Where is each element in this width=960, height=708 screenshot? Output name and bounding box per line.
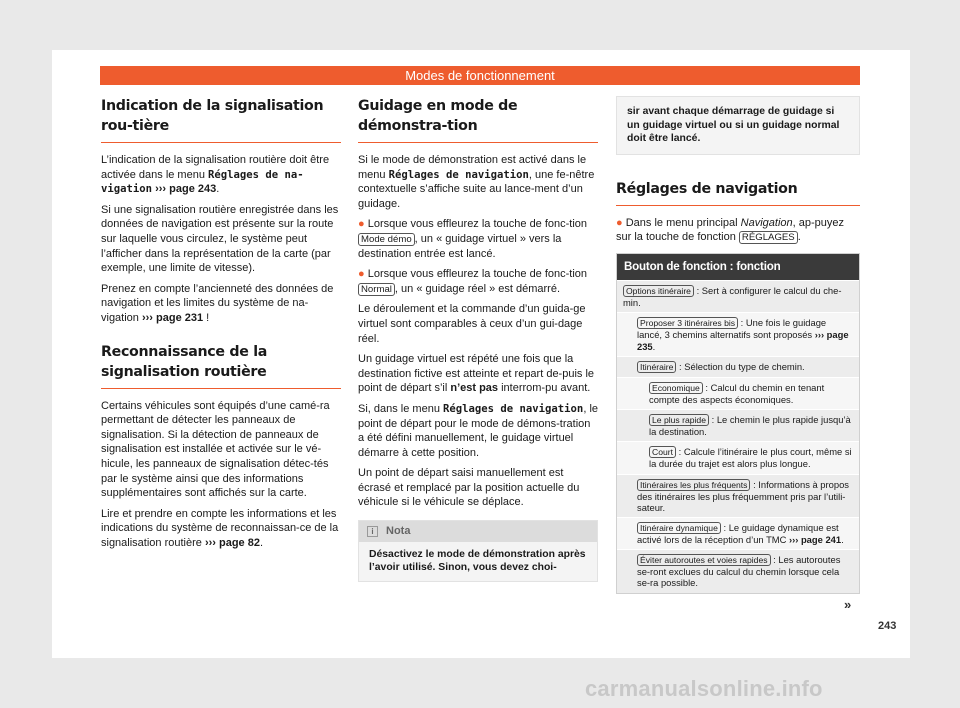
table-row bbox=[617, 377, 859, 409]
row-text: : Calcule l’itinéraire le plus court, même si la durée du trajet est alors plus longue. bbox=[649, 446, 852, 470]
paragraph bbox=[358, 153, 598, 211]
text: , ap-puyez sur la touche de fonction bbox=[616, 216, 845, 244]
table-row bbox=[617, 517, 859, 549]
info-icon: i bbox=[367, 526, 378, 537]
paragraph: Certains véhicules sont équipés d’une camé-ra permettant de détecter les panneaux de signalisation. Si la détection de panneaux de signalisation est installée et activée sur le vé-hicule, les panneaux de signalisation détec-tés par le système ainsi que des informations supplémentaires sont affichés sur la carte. bbox=[101, 399, 330, 500]
row-text: : Les autoroutes se-ront exclues du calcul du chemin lorsque cela se-ra possible. bbox=[637, 554, 841, 589]
bullet-item bbox=[358, 267, 598, 296]
text: ! bbox=[203, 311, 210, 324]
text: Si le mode de démonstration est activé dans le menu bbox=[358, 154, 587, 181]
bullet-icon: ● bbox=[616, 216, 623, 229]
paragraph: Le déroulement et la commande d’un guida-ge virtuel sont comparables à ceux d’un gui-dage réel. bbox=[358, 303, 586, 345]
table-row bbox=[617, 474, 859, 517]
text: L’indication de la signalisation routière doit être activée dans le menu bbox=[101, 154, 330, 181]
page-link[interactable]: ››› page 243 bbox=[152, 183, 217, 196]
row-text: : Sert à configurer le calcul du che-min. bbox=[623, 285, 842, 309]
row-text-end: . bbox=[841, 533, 844, 545]
page-number: 243 bbox=[878, 620, 897, 632]
table-row bbox=[617, 312, 859, 355]
note-box bbox=[358, 520, 598, 582]
table-row bbox=[617, 549, 859, 592]
paragraph bbox=[101, 153, 341, 197]
function-key[interactable]: Court bbox=[649, 446, 676, 458]
normal-key[interactable]: Normal bbox=[358, 283, 395, 296]
function-key[interactable]: Economique bbox=[649, 382, 703, 394]
function-key[interactable]: Itinéraire bbox=[637, 361, 676, 373]
column-3 bbox=[616, 96, 860, 594]
menu-name: Réglages de navigation bbox=[443, 402, 584, 415]
row-text: : Informations à propos des itinéraires les plus fréquemment pris par l’utili-sateur. bbox=[637, 478, 849, 513]
row-text: : Le guidage dynamique est activé lors de la réception d’un TMC bbox=[637, 521, 839, 545]
row-text: : Sélection du type de chemin. bbox=[676, 360, 805, 372]
heading-reglages: Réglages de navigation bbox=[616, 179, 860, 206]
table-row bbox=[617, 356, 859, 377]
emphasis: n’est pas bbox=[450, 382, 499, 395]
heading-reconnaissance: Reconnaissance de la signalisation routière bbox=[101, 342, 341, 389]
section-header: Modes de fonctionnement bbox=[100, 66, 860, 85]
bullet-item bbox=[358, 217, 598, 261]
paragraph: Si une signalisation routière enregistrée dans les données de navigation est présente sur la route sur laquelle vous circulez, le système peut l’afficher dans la représentation de la carte (par exemple, une limite de vitesse). bbox=[101, 203, 339, 275]
row-text: : Le chemin le plus rapide jusqu’à la destination. bbox=[649, 414, 851, 438]
function-key[interactable]: Éviter autoroutes et voies rapides bbox=[637, 554, 771, 566]
text: Lorsque vous effleurez la touche de fonc-tion bbox=[367, 218, 588, 231]
text: Lire et prendre en compte les informations et les indications du système de reconnaissan-ce de la signalisation routière bbox=[101, 507, 339, 549]
text: , un « guidage virtuel » vers la destination entrée est lancé. bbox=[358, 232, 562, 260]
text: Un guidage virtuel est répété une fois que la destination fictive est atteinte et repart de-puis le point de départ s’il bbox=[358, 353, 595, 395]
function-key[interactable]: Proposer 3 itinéraires bis bbox=[637, 317, 738, 329]
column-1 bbox=[101, 96, 341, 556]
paragraph bbox=[358, 352, 598, 396]
text: . bbox=[216, 183, 220, 196]
page-link[interactable]: ››› page 231 bbox=[138, 311, 204, 324]
text: Si, dans le menu bbox=[358, 402, 443, 415]
continue-mark: » bbox=[844, 597, 852, 612]
table-header: Bouton de fonction : fonction bbox=[617, 254, 859, 281]
text: interrom-pu avant. bbox=[498, 382, 591, 395]
text: , le point de départ pour le mode de démons-tration a été défini manuellement, le guidage virtuel démarre à cette position. bbox=[358, 402, 599, 459]
heading-signalisation: Indication de la signalisation rou-tière bbox=[101, 96, 341, 143]
text: . bbox=[259, 536, 264, 549]
menu-italic: Navigation bbox=[740, 216, 793, 229]
function-key[interactable]: Itinéraire dynamique bbox=[637, 522, 721, 534]
row-text-end: . bbox=[652, 340, 656, 352]
note-text: Désactivez le mode de démonstration après l’avoir utilisé. Sinon, vous devez choi- bbox=[369, 548, 586, 574]
page-link[interactable]: ››› page 241 bbox=[788, 533, 842, 545]
bullet-item bbox=[616, 216, 860, 245]
heading-demo: Guidage en mode de démonstra-tion bbox=[358, 96, 598, 143]
reglages-key[interactable]: RÉGLAGES bbox=[739, 231, 798, 244]
text: . bbox=[797, 231, 801, 244]
mode-demo-key[interactable]: Mode démo bbox=[358, 233, 415, 246]
paragraph bbox=[101, 507, 341, 551]
text: Prenez en compte l’ancienneté des données de navigation et les limites du système de na-vigation bbox=[101, 282, 334, 324]
row-text: : Une fois le guidage lancé, 3 chemins alternatifs sont proposés bbox=[637, 317, 827, 341]
note-header bbox=[359, 521, 597, 542]
paragraph: Un point de départ saisi manuellement est écrasé et remplacé par la position actuelle du véhicule si le véhicule se déplace. bbox=[358, 467, 580, 509]
text: Lorsque vous effleurez la touche de fonc-tion bbox=[367, 268, 588, 281]
bullet-icon: ● bbox=[358, 218, 365, 231]
table-row bbox=[617, 441, 859, 473]
paragraph bbox=[101, 282, 341, 326]
text: , un « guidage réel » est démarré. bbox=[394, 282, 561, 295]
menu-name: Réglages de navigation bbox=[388, 168, 529, 181]
note-continuation: sir avant chaque démarrage de guidage si un guidage virtuel ou si un guidage normal doit être lancé. bbox=[616, 96, 860, 155]
function-table bbox=[616, 253, 860, 594]
watermark: carmanualsonline.info bbox=[585, 676, 823, 701]
bullet-icon: ● bbox=[358, 268, 365, 281]
row-text: : Calcul du chemin en tenant compte des aspects économiques. bbox=[649, 381, 825, 405]
table-row bbox=[617, 409, 859, 441]
paragraph bbox=[358, 402, 598, 460]
note-title: Nota bbox=[386, 525, 411, 538]
function-key[interactable]: Options itinéraire bbox=[623, 285, 694, 297]
column-2 bbox=[358, 96, 598, 582]
menu-name: Réglages de na-vigation bbox=[101, 168, 304, 196]
table-row bbox=[617, 280, 859, 312]
page-link[interactable]: ››› page 82 bbox=[201, 536, 260, 549]
page-link[interactable]: ››› page 235 bbox=[637, 329, 849, 352]
function-key[interactable]: Le plus rapide bbox=[649, 414, 709, 426]
function-key[interactable]: Itinéraires les plus fréquents bbox=[637, 479, 750, 491]
text: Dans le menu principal bbox=[625, 216, 741, 229]
table-body bbox=[617, 280, 859, 592]
text: , une fe-nêtre contextuelle s’affiche suite au lance-ment d’un guidage. bbox=[358, 168, 595, 210]
